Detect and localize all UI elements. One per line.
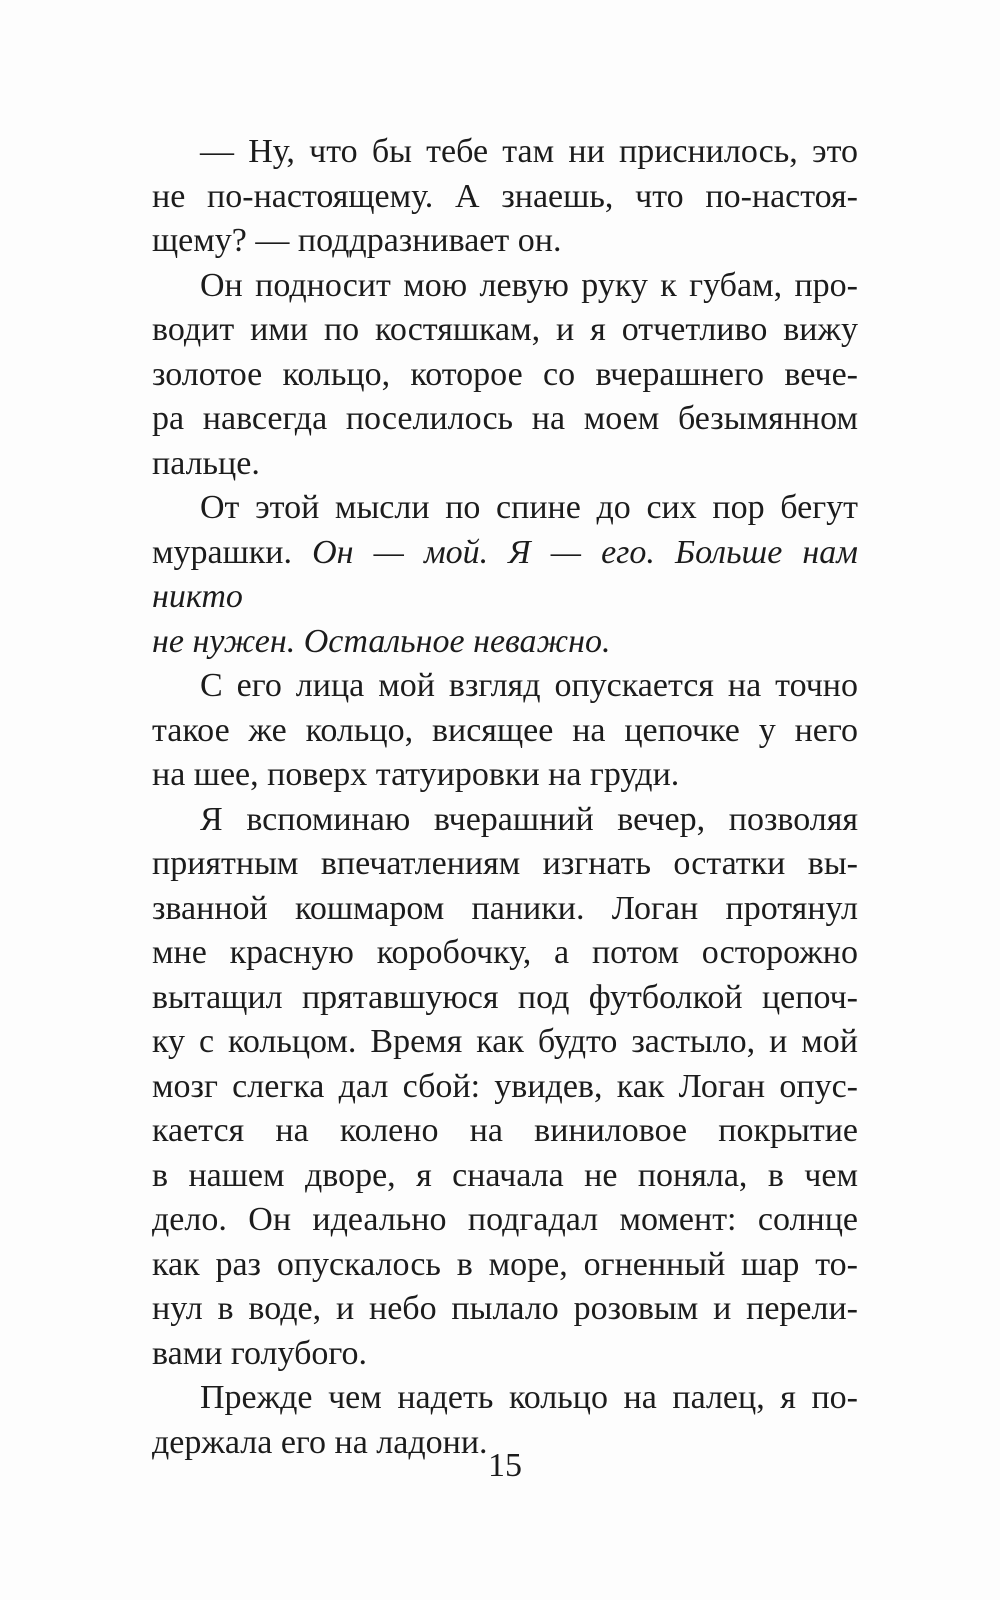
text-line [152, 931, 858, 976]
text-segment: нул в воде, и небо пылало розовым и перели- [152, 1290, 858, 1327]
text-segment: в нашем дворе, я сначала не поняла, в чем [152, 1156, 858, 1194]
text-line [152, 486, 858, 531]
text-segment: Он подносит мою левую руку к губам, про- [200, 266, 858, 304]
text-segment: званной кошмаром паники. Логан протянул [152, 889, 858, 927]
text-segment: ра навсегда поселилось на моем безымянном [152, 400, 858, 437]
text-line [152, 753, 858, 798]
text-line [152, 308, 858, 353]
text-line [152, 1065, 858, 1110]
text-line [152, 1287, 858, 1332]
text-segment: От этой мысли по спине до сих пор бегут [200, 489, 858, 526]
text-segment: пальце. [152, 444, 260, 482]
text-segment: вытащил прятавшуюся под футболкой цепоч- [152, 978, 858, 1016]
text-line [152, 1020, 858, 1065]
text-segment: приятным впечатлениям изгнать остатки вы- [152, 845, 858, 882]
text-segment: вами голубого. [152, 1334, 367, 1372]
text-segment: мне красную коробочку, а потом осторожно [152, 934, 858, 971]
text-segment: мозг слегка дал сбой: увидев, как Логан опус- [152, 1067, 858, 1105]
text-line [152, 1332, 858, 1377]
text-line [152, 664, 858, 709]
text-line [152, 442, 858, 487]
page-number: 15 [488, 1447, 522, 1484]
italic-text-segment: не нужен. Остальное неважно. [152, 622, 611, 660]
text-line [152, 1198, 858, 1243]
text-line [152, 353, 858, 398]
text-line [152, 1154, 858, 1199]
text-segment: ку с кольцом. Время как будто застыло, и мой [152, 1023, 858, 1060]
text-segment: как раз опускалось в море, огненный шар то- [152, 1245, 858, 1283]
text-line [152, 219, 858, 264]
text-line [152, 798, 858, 843]
text-line [152, 130, 858, 175]
text-segment: держала его на ладони. [152, 1423, 488, 1461]
text-line [152, 175, 858, 220]
text-line [152, 1376, 858, 1421]
text-segment: — Ну, что бы тебе там ни приснилось, это [200, 133, 858, 170]
text-line [152, 620, 858, 665]
text-segment: кается на колено на виниловое покрытие [152, 1112, 858, 1149]
text-segment: такое же кольцо, висящее на цепочке у него [152, 711, 858, 749]
text-segment: на шее, поверх татуировки на груди. [152, 756, 680, 793]
text-line [152, 709, 858, 754]
text-line [152, 531, 858, 620]
text-line [152, 1243, 858, 1288]
text-segment: Прежде чем надеть кольцо на палец, я по- [200, 1379, 858, 1416]
text-segment: дело. Он идеально подгадал момент: солнце [152, 1201, 858, 1238]
text-segment: мурашки. [152, 533, 313, 571]
body-text [152, 130, 858, 1465]
text-segment: не по-настоящему. А знаешь, что по-настоя- [152, 177, 858, 215]
text-line [152, 976, 858, 1021]
text-line [152, 842, 858, 887]
text-line [152, 397, 858, 442]
italic-text-segment: Он — мой. Я — его. Больше нам никто [152, 533, 858, 615]
text-line [152, 887, 858, 932]
text-segment: Я вспоминаю вчерашний вечер, позволяя [200, 800, 858, 838]
text-line [152, 264, 858, 309]
text-segment: золотое кольцо, которое со вчерашнего вече- [152, 355, 858, 393]
text-segment: С его лица мой взгляд опускается на точно [200, 667, 858, 704]
text-line [152, 1109, 858, 1154]
text-segment: водит ими по костяшкам, и я отчетливо вижу [152, 311, 858, 348]
text-segment: щему? — поддразнивает он. [152, 222, 562, 259]
